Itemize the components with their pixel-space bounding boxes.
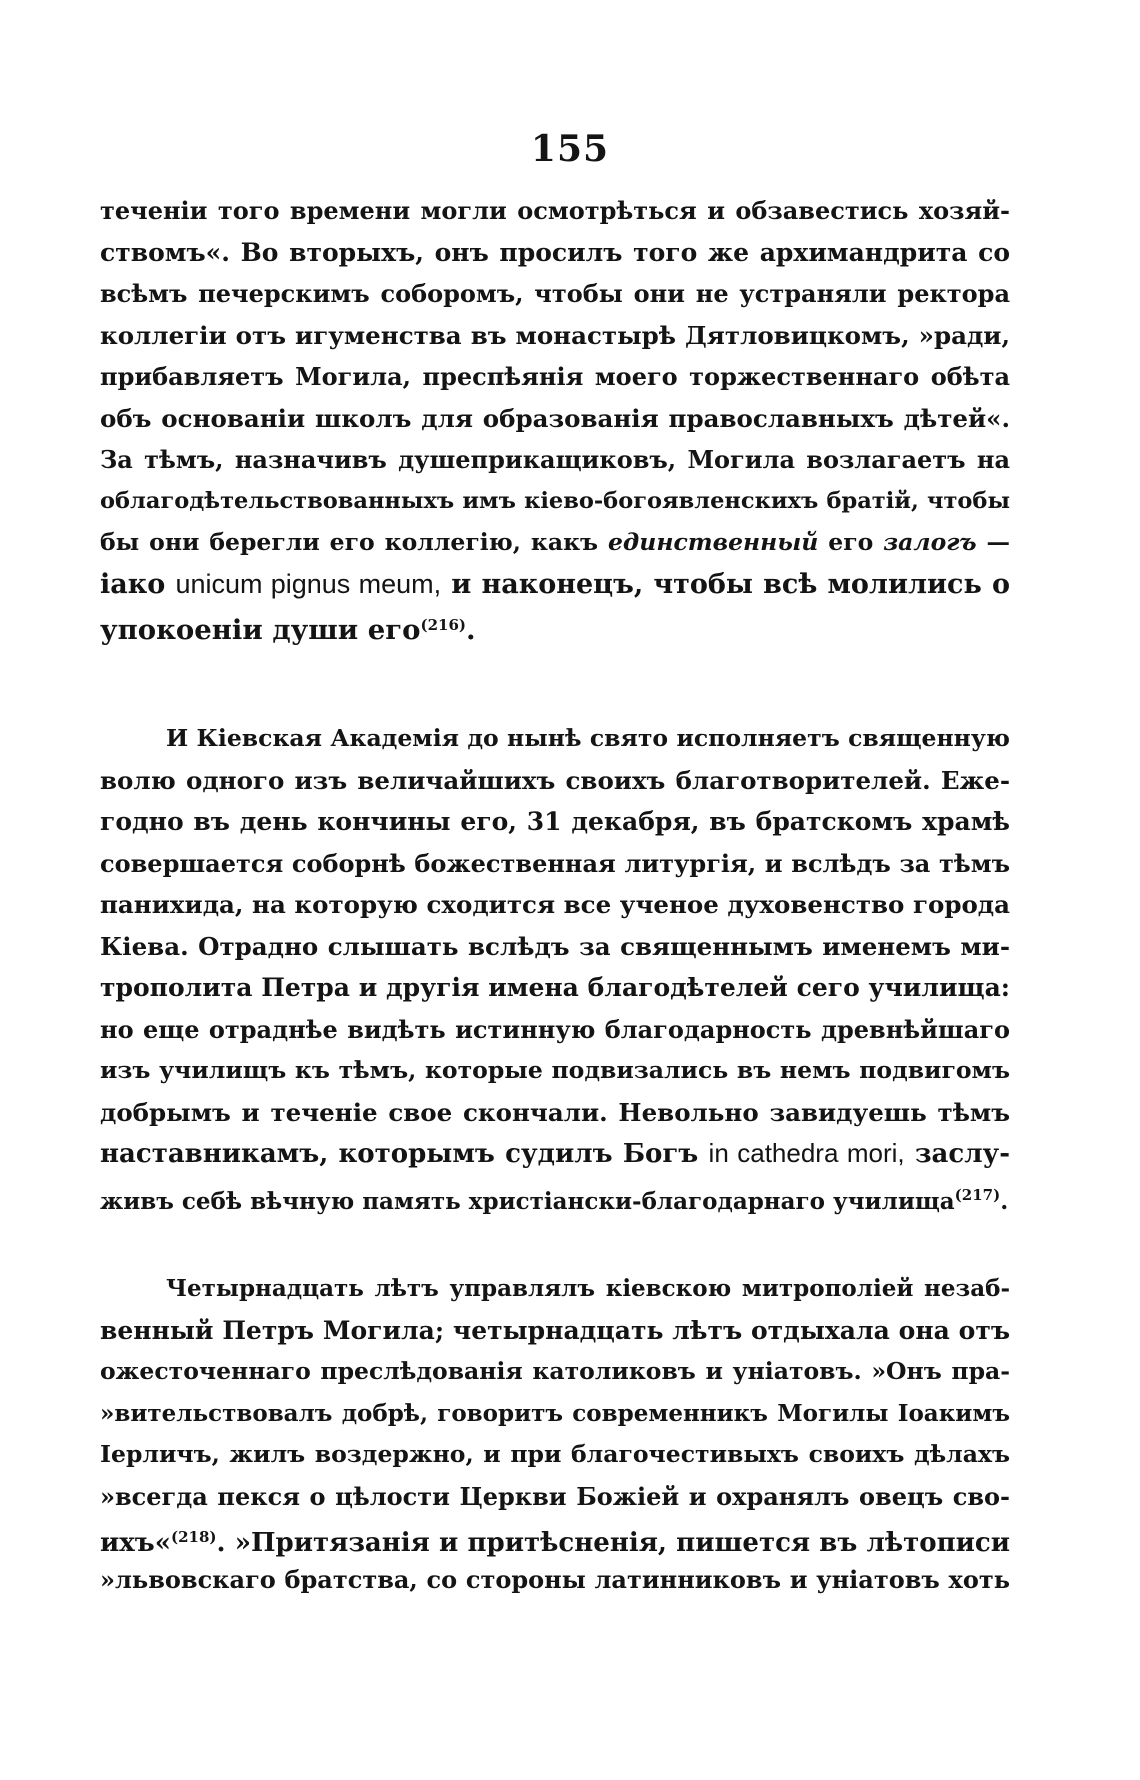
text-fragment: живъ себѣ вѣчную память христіански-благодарнаго училища [100,1187,955,1215]
text-fragment: упокоеніи души его [100,614,421,646]
text-fragment: . [465,614,476,646]
text-line: ствомъ«. Во вторыхъ, онъ просилъ того же архимандрита со [100,237,1010,267]
text-line: добрымъ и теченіе свое скончали. Невольно завидуешь тѣмъ [100,1097,1010,1127]
text-line: совершается соборнѣ божественная литургія, и вслѣдъ за тѣмъ [100,848,1010,878]
text-line: Четырнадцать лѣтъ управлялъ кіевскою митрополіей незаб- [166,1275,1010,1302]
text-line: изъ училищъ къ тѣмъ, которые подвизались въ немъ подвигомъ [100,1056,1010,1084]
text-line: венный Петръ Могила; четырнадцать лѣтъ отдыхала она отъ [100,1315,1010,1345]
text-line: облагодѣтельствованныхъ имъ кіево-богоявленскихъ братій, чтобы [100,487,1010,514]
text-line: всѣмъ печерскимъ соборомъ, чтобы они не устраняли ректора [100,279,1010,308]
text-line [100,522,1010,564]
text-line: »львовскаго братства, со стороны латинниковъ и уніатовъ хоть [100,1564,1010,1594]
text-line [100,605,1010,647]
text-line [100,1133,1010,1175]
text-line: И Кіевская Академія до нынѣ свято исполняетъ священную [166,724,1010,752]
text-line: прибавляетъ Могила, преспѣянія моего торжественнаго обѣта [100,362,1010,391]
text-fragment: — [976,528,1011,556]
footnote-ref: (218) [170,1528,217,1546]
text-line: но еще отраднѣе видѣть истинную благодарность древнѣйшаго [100,1014,1010,1044]
text-line: волю одного изъ величайшихъ своихъ благотворителей. Еже- [100,765,1010,795]
text-line: »всегда пекся о цѣлости Церкви Божіей и охранялъ овецъ сво- [100,1481,1010,1511]
text-line: За тѣмъ, назначивъ душеприкащиковъ, Могила возлагаетъ на [100,445,1010,474]
paragraph-3 [100,1268,1010,1600]
text-line: Кіева. Отрадно слышать вслѣдъ за священнымъ именемъ ми- [100,931,1010,961]
paragraph-2 [100,718,1010,1216]
text-line [100,1175,1010,1217]
text-fragment: ихъ« [100,1528,171,1558]
paragraph-1 [100,190,1010,647]
page-number: 155 [530,128,610,170]
footnote-ref: (217) [954,1185,1001,1204]
text-line: объ основаніи школъ для образованія православныхъ дѣтей«. [100,403,1010,433]
text-fragment: іако [100,568,176,600]
text-line: годно въ день кончины его, 31 декабря, въ братскомъ храмѣ [100,807,1010,836]
text-fragment: и наконецъ, чтобы всѣ молились о [441,568,1010,600]
text-line: »вительствовалъ добрѣ, говоритъ современникъ Могилы Іоакимъ [100,1399,1010,1427]
text-line: ожесточеннаго преслѣдованія католиковъ и уніатовъ. »Онъ пра- [100,1357,1010,1385]
text-fragment: заслу- [904,1139,1010,1169]
footnote-ref: (216) [420,616,466,634]
italic-word: залогъ [883,528,977,556]
text-line: коллегіи отъ игуменства въ монастырѣ Дятловицкомъ, »ради, [100,320,1010,350]
latin-phrase: in cathedra mori, [708,1138,905,1168]
text-line [100,564,1010,606]
text-line: теченіи того времени могли осмотрѣться и обзавестись хозяй- [100,196,1010,225]
text-fragment: его [818,528,884,556]
text-fragment: наставникамъ, которымъ судилъ Богъ [100,1139,709,1169]
text-line: Іерличъ, жилъ воздержно, и при благочестивыхъ своихъ дѣлахъ [100,1440,1010,1468]
italic-word: единственный [607,528,819,556]
latin-phrase: unicum pignus meum, [175,568,442,599]
text-fragment: . [1000,1187,1009,1215]
text-line: панихида, на которую сходится все ученое духовенство города [100,890,1010,919]
text-line [100,1517,1010,1559]
text-fragment: бы они берегли его коллегію, какъ [100,528,608,556]
text-fragment: . »Притязанія и притѣсненія, пишется въ лѣтописи [216,1528,1010,1558]
text-line: трополита Петра и другія имена благодѣтелей сего училища: [100,973,1010,1002]
